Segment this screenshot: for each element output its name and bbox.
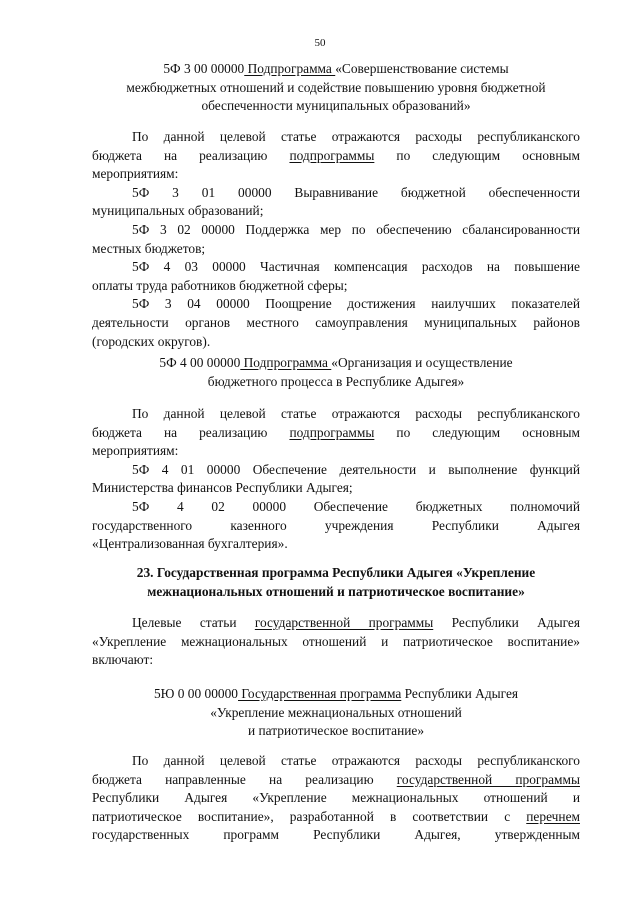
list-item: 5Ф 3 02 00000 Поддержка мер по обеспечению сбалансированности [132,221,580,237]
subprogram-heading-2: 5Ф 4 00 00000 Подпрограмма «Организация и осуществление бюджетного процесса в Республике Адыгея» [159,355,513,389]
paragraph-subprogram-2: По данной целевой статье отражаются расходы республиканского бюджета на реализацию подпрограммы по следующим основным мероприятиям: 5Ф 4 01 00000 Обеспечение деятельности и выполнение функций Министерства финансов Республики Адыгея; 5Ф 4 02 00000 Обеспечение бюджетных полномочий государственного казенного учреждения Республики Адыгея «Централизованная бухгалтерия». [92,406,580,552]
paragraph-program: По данной целевой статье отражаются расходы республиканского бюджета направленные на реализацию государственной программы Республики Адыгея «Укрепление межнациональных отношений и патриотическое воспитание», разработанной в соответствии с перечнем государственных программ Республики Адыгея, утвержденным [92,753,580,843]
paragraph-target-articles: Целевые статьи государственной программы Республики Адыгея «Укрепление межнациональных отношений и патриотическое воспитание» включают: [92,615,580,668]
paragraph-subprogram-1: По данной целевой статье отражаются расходы республиканского бюджета на реализацию подпрограммы по следующим основным мероприятиям: 5Ф 3 01 00000 Выравнивание бюджетной обеспеченности муниципальных образований; 5Ф 3 02 00000 Поддержка мер по обеспечению сбалансированности местных бюджетов; 5Ф 4 03 00000 Частичная компенсация расходов на повышение оплаты труда работников бюджетной сферы; 5Ф 3 04 00000 Поощрение достижения наилучших показателей деятельности органов местного самоуправления муниципальных районов (городских округов). [92,129,580,349]
program-heading: 5Ю 0 00 00000 Государственная программа Республики Адыгея «Укрепление межнациональных отношений и патриотическое воспитание» [153,686,519,739]
list-item: 5Ф 4 03 00000 Частичная компенсация расходов на повышение [132,259,580,275]
subprogram-link: Подпрограмма [244,61,336,76]
list-item: 5Ф 3 04 00000 Поощрение достижения наилучших показателей [132,296,580,312]
list-item: 5Ф 4 01 00000 Обеспечение деятельности и выполнение функций [132,461,580,477]
list-item: 5Ф 3 01 00000 Выравнивание бюджетной обеспеченности [132,184,580,200]
list-item: 5Ф 4 02 00000 Обеспечение бюджетных полномочий [132,498,580,514]
section-heading: 23. Государственная программа Республики Адыгея «Укрепление межнациональных отношений и патриотическое воспитание» [136,565,536,599]
page-number: 50 [314,37,326,49]
subprogram-heading-1: 5Ф 3 00 00000 Подпрограмма «Совершенствование системы межбюджетных отношений и содействие повышению уровня бюджетной обеспеченности муниципальных образований» [126,61,546,114]
